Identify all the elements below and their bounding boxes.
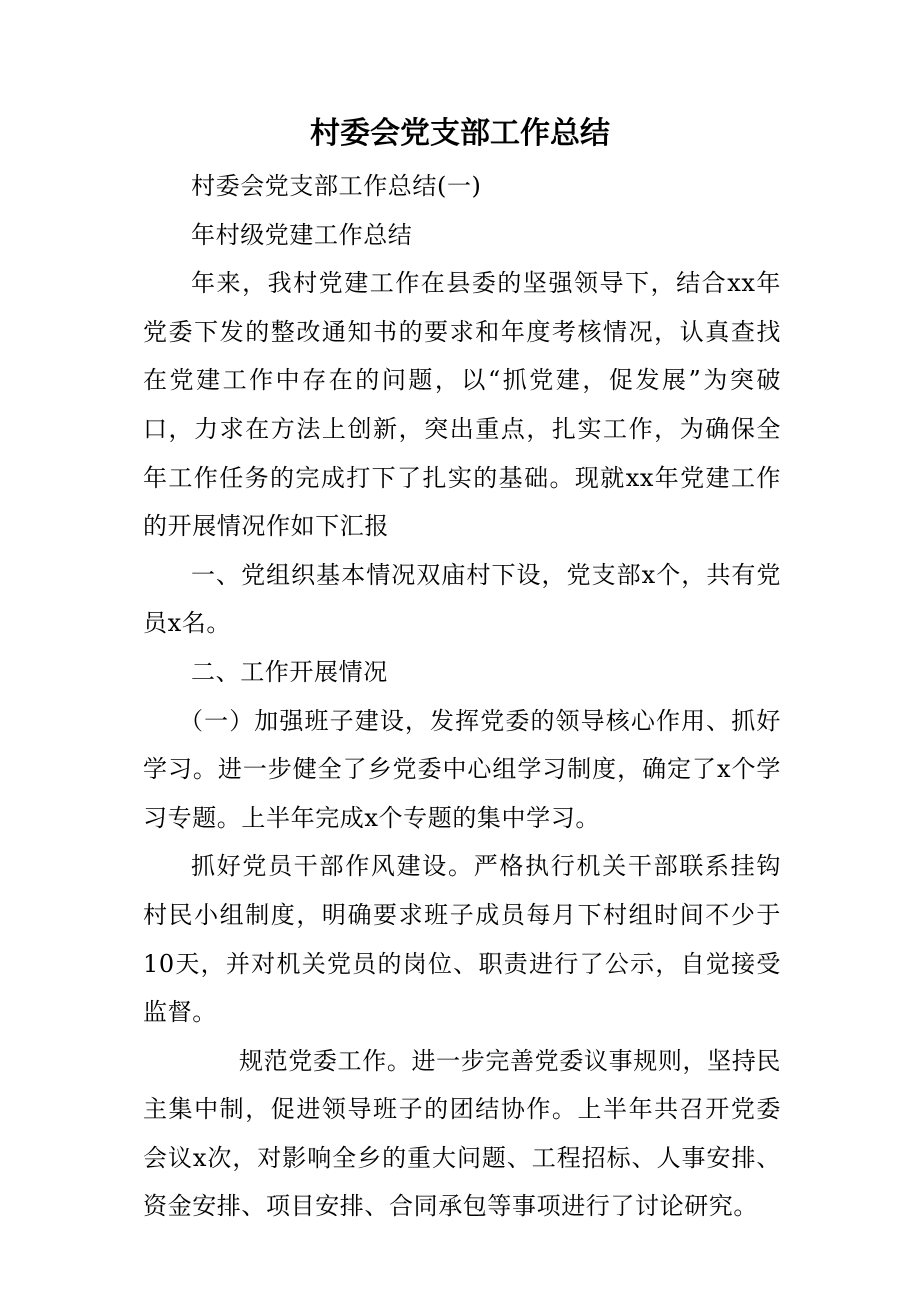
paragraph-committee-work: 规范党委工作。进一步完善党委议事规则，坚持民主集中制，促进领导班子的团结协作。上半年共召开党委会议x次，对影响全乡的重大问题、工程招标、人事安排、资金安排、项目安排、合同承包等事项进行了讨论研究。 bbox=[143, 1046, 781, 1221]
paragraph-section-1: 一、党组织基本情况双庙村下设，党支部x个，共有党员x名。 bbox=[143, 560, 781, 638]
paragraph-intro: 年来，我村党建工作在县委的坚强领导下，结合xx年党委下发的整改通知书的要求和年度考核情况，认真查找在党建工作中存在的问题，以“抓党建，促发展”为突破口，力求在方法上创新，突出重点，扎实工作，为确保全年工作任务的完成打下了扎实的基础。现就xx年党建工作的开展情况作如下汇报 bbox=[143, 269, 781, 541]
document-title: 村委会党支部工作总结 bbox=[310, 116, 610, 151]
paragraph-subsection-1: （一）加强班子建设，发挥党委的领导核心作用、抓好学习。进一步健全了乡党委中心组学习制度，确定了x个学习专题。上半年完成x个专题的集中学习。 bbox=[143, 706, 781, 832]
paragraph-section-2: 二、工作开展情况 bbox=[191, 657, 388, 686]
paragraph-subtitle: 村委会党支部工作总结(一) bbox=[191, 172, 482, 200]
document-body bbox=[143, 162, 781, 1231]
paragraph-work-style: 抓好党员干部作风建设。严格执行机关干部联系挂钩村民小组制度，明确要求班子成员每月下村组时间不少于10天，并对机关党员的岗位、职责进行了公示，自觉接受监督。 bbox=[143, 852, 781, 1027]
paragraph-heading: 年村级党建工作总结 bbox=[191, 220, 413, 249]
